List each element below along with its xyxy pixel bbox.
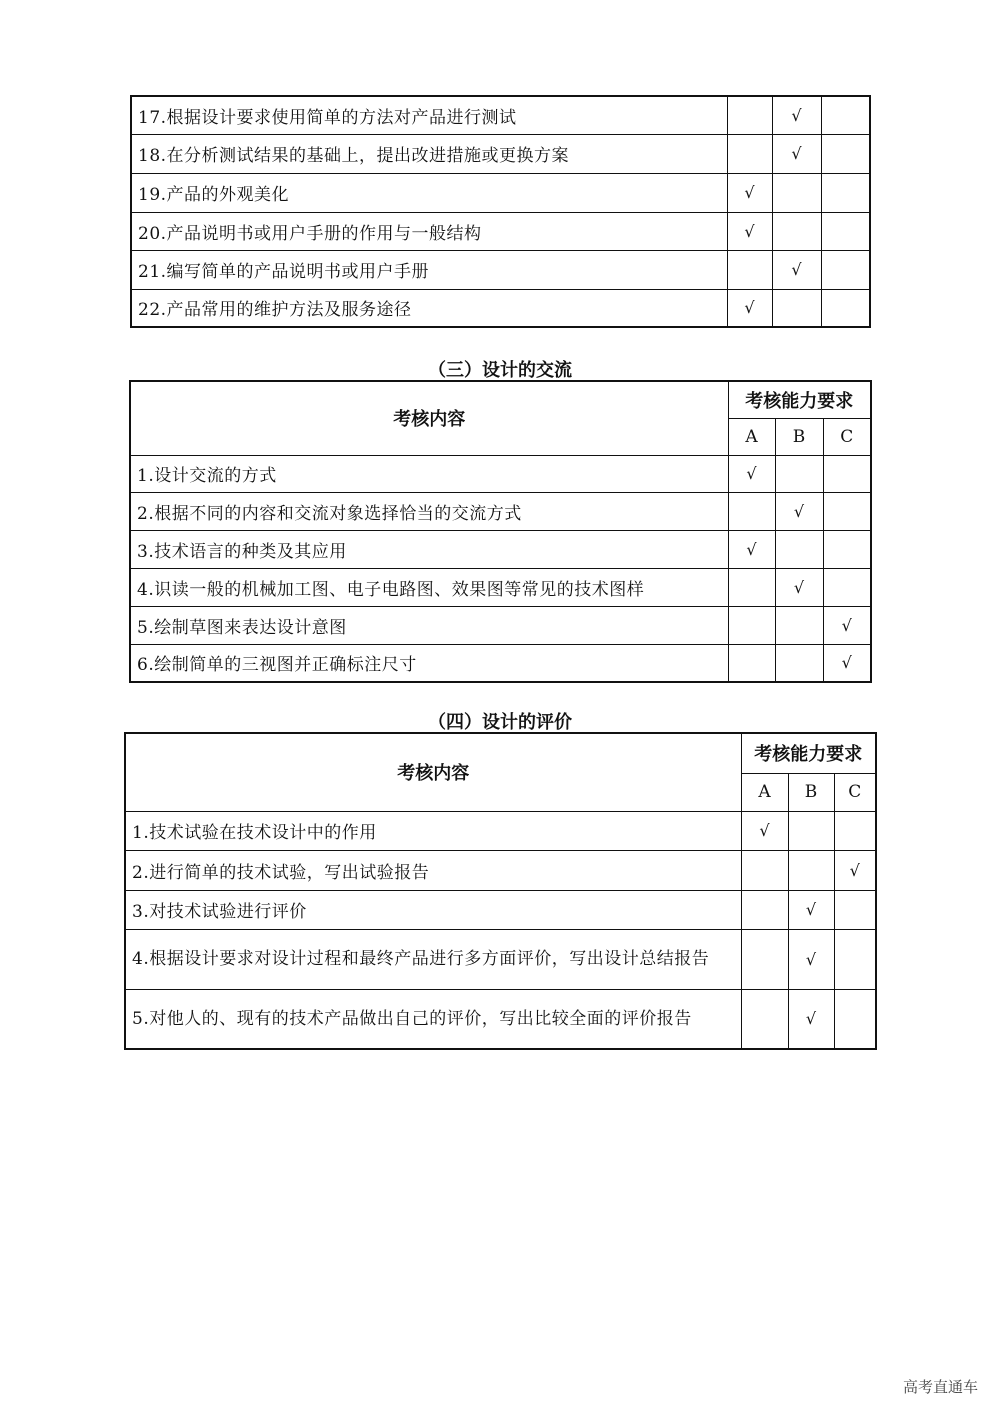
mark-b	[775, 606, 823, 644]
mark-b: √	[772, 250, 821, 289]
mark-a: √	[728, 530, 775, 568]
mark-b: √	[788, 929, 834, 989]
mark-b: √	[775, 492, 823, 530]
content-cell: 17.根据设计要求使用简单的方法对产品进行测试	[131, 96, 727, 134]
mark-a	[727, 250, 772, 289]
table-row	[130, 644, 871, 682]
mark-a: √	[727, 173, 772, 212]
section4-title: （四）设计的评价	[428, 712, 572, 733]
mark-a	[727, 96, 772, 134]
mark-a	[741, 890, 788, 929]
table-row	[125, 811, 876, 850]
content-cell: 3.技术语言的种类及其应用	[130, 530, 728, 568]
table-row	[131, 250, 870, 289]
mark-b: √	[775, 568, 823, 606]
col-a-header: A	[741, 773, 788, 811]
table-row	[130, 568, 871, 606]
mark-a: √	[728, 455, 775, 492]
table-row	[130, 606, 871, 644]
header-row	[125, 733, 876, 773]
mark-c	[823, 568, 871, 606]
mark-a	[741, 989, 788, 1049]
table-row	[131, 134, 870, 173]
table-row	[131, 96, 870, 134]
content-cell: 20.产品说明书或用户手册的作用与一般结构	[131, 212, 727, 250]
mark-a: √	[741, 811, 788, 850]
mark-a	[727, 134, 772, 173]
section3-title: （三）设计的交流	[428, 360, 572, 381]
table-row	[125, 929, 876, 989]
mark-a: √	[727, 289, 772, 327]
mark-b	[772, 173, 821, 212]
mark-b	[788, 850, 834, 890]
content-cell: 1.设计交流的方式	[130, 455, 728, 492]
mark-b	[772, 212, 821, 250]
table-row	[130, 455, 871, 492]
section2-table	[130, 95, 871, 328]
mark-a	[741, 929, 788, 989]
mark-b	[772, 289, 821, 327]
table-row	[125, 890, 876, 929]
content-cell: 1.技术试验在技术设计中的作用	[125, 811, 741, 850]
mark-c	[821, 250, 870, 289]
mark-c: √	[823, 644, 871, 682]
content-cell: 18.在分析测试结果的基础上，提出改进措施或更换方案	[131, 134, 727, 173]
mark-b: √	[788, 989, 834, 1049]
mark-b: √	[772, 134, 821, 173]
table-row	[125, 989, 876, 1049]
content-cell: 22.产品常用的维护方法及服务途径	[131, 289, 727, 327]
mark-c	[821, 212, 870, 250]
table-row	[131, 289, 870, 327]
mark-b: √	[772, 96, 821, 134]
mark-c	[834, 811, 876, 850]
mark-b	[775, 455, 823, 492]
mark-c	[823, 530, 871, 568]
mark-a	[728, 644, 775, 682]
table-row	[130, 530, 871, 568]
mark-a: √	[727, 212, 772, 250]
section3-table	[129, 380, 872, 683]
mark-c	[834, 890, 876, 929]
table-row	[131, 212, 870, 250]
mark-c	[821, 289, 870, 327]
mark-b	[775, 530, 823, 568]
col-b-header: B	[775, 418, 823, 455]
mark-c	[821, 134, 870, 173]
content-header: 考核内容	[130, 381, 728, 455]
table-row	[125, 850, 876, 890]
watermark-text: 高考直通车	[902, 1378, 978, 1396]
mark-a	[741, 850, 788, 890]
content-cell: 5.绘制草图来表达设计意图	[130, 606, 728, 644]
mark-c	[821, 173, 870, 212]
mark-c	[834, 929, 876, 989]
content-cell: 4.根据设计要求对设计过程和最终产品进行多方面评价，写出设计总结报告	[125, 929, 741, 989]
header-row	[130, 381, 871, 418]
content-cell: 2.根据不同的内容和交流对象选择恰当的交流方式	[130, 492, 728, 530]
content-cell: 19.产品的外观美化	[131, 173, 727, 212]
content-cell: 21.编写简单的产品说明书或用户手册	[131, 250, 727, 289]
capability-header: 考核能力要求	[741, 733, 876, 773]
content-cell: 4.识读一般的机械加工图、电子电路图、效果图等常见的技术图样	[130, 568, 728, 606]
mark-c: √	[823, 606, 871, 644]
section4-table	[124, 732, 877, 1050]
table-row	[131, 173, 870, 212]
mark-c	[823, 492, 871, 530]
content-cell: 2.进行简单的技术试验，写出试验报告	[125, 850, 741, 890]
capability-header: 考核能力要求	[728, 381, 871, 418]
mark-a	[728, 568, 775, 606]
mark-c	[821, 96, 870, 134]
col-c-header: C	[823, 418, 871, 455]
mark-c: √	[834, 850, 876, 890]
table-row	[130, 492, 871, 530]
mark-b: √	[788, 890, 834, 929]
content-cell: 5.对他人的、现有的技术产品做出自己的评价，写出比较全面的评价报告	[125, 989, 741, 1049]
col-b-header: B	[788, 773, 834, 811]
col-c-header: C	[834, 773, 876, 811]
mark-c	[823, 455, 871, 492]
mark-c	[834, 989, 876, 1049]
content-cell: 3.对技术试验进行评价	[125, 890, 741, 929]
mark-a	[728, 606, 775, 644]
mark-b	[775, 644, 823, 682]
col-a-header: A	[728, 418, 775, 455]
mark-b	[788, 811, 834, 850]
mark-a	[728, 492, 775, 530]
content-cell: 6.绘制简单的三视图并正确标注尺寸	[130, 644, 728, 682]
content-header: 考核内容	[125, 733, 741, 811]
